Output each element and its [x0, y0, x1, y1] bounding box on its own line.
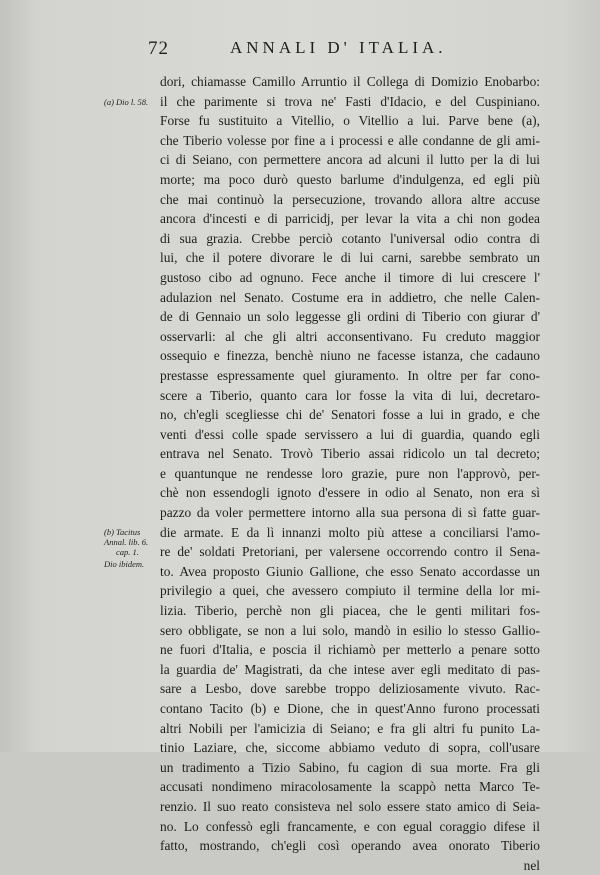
margin-notes: [0, 0, 160, 752]
margin-note-a: (a) Dio l. 58.: [104, 97, 149, 107]
text-line: scere a Tiberio, quanto cara lor fosse la vita di lui, decretaro-: [160, 387, 540, 403]
text-line: la guardia de' Magistrati, da che intese aver egli meditato di pas-: [160, 661, 540, 677]
text-line: to. Avea proposto Giunio Gallione, che esso Senato accordasse un: [160, 563, 540, 579]
text-line: morte; ma poco durò questo barlume d'indulgenza, ed egli più: [160, 171, 540, 187]
text-line: privilegio a quei, che avessero compiuto il termine della lor mi-: [160, 583, 540, 599]
margin-note-b-line1: (b) Tacitus: [104, 527, 141, 537]
margin-note-b-line2: Annal. lib. 6.: [104, 537, 149, 547]
text-line: de di Gennaio un solo leggesse gli ordini di Tiberio con giurar d': [160, 309, 540, 325]
text-line: prestasse espressamente quel giuramento. In oltre per far cono-: [160, 367, 540, 383]
running-title: ANNALI D' ITALIA.: [230, 38, 447, 57]
text-line: sero obbligate, se non a lui solo, mandò in esilio lo stesso Gallio-: [160, 622, 540, 638]
text-line: che Tiberio volesse por fine a i processi e alle condanne de gli ami-: [160, 132, 540, 148]
text-line: no, ch'egli scegliesse chi de' Senatori fosse a lui in grado, e che: [160, 407, 540, 423]
text-line: die armate. E da lì innanzi molto più attese a conciliarsi l'amo-: [160, 524, 540, 540]
text-line: e quantunque ne rendesse loro grazie, pure non l'approvò, per-: [160, 465, 540, 481]
text-line: entrava nel Senato. Trovò Tiberio assai ridicolo un tal decreto;: [160, 446, 540, 462]
text-line: re de' soldati Pretoriani, per valersene occorrendo contro il Sena-: [160, 544, 540, 560]
text-line: osservarli: al che gli altri acconsentivano. Fu creduto maggior: [160, 328, 540, 344]
text-line: un tradimento a Tizio Sabino, fu cagion di sua morte. Fra gli: [160, 759, 540, 775]
text-line: ci di Seiano, con permettere ancora ad alcuni il lutto per la di lui: [160, 152, 540, 168]
text-line: il che parimente si trova ne' Fasti d'Idacio, e del Cuspiniano.: [160, 93, 540, 109]
body-text: [160, 72, 540, 875]
text-line: sare a Lesbo, dove sarebbe troppo deliziosamente vivuto. Rac-: [160, 681, 540, 697]
text-line: accusati nondimeno miracolosamente la scappò netta Marco Te-: [160, 779, 540, 795]
text-line: contano Tacito (b) e Dione, che in quest'Anno furono processati: [160, 701, 540, 716]
text-line: di sua grazia. Crebbe perciò cotanto l'universal odio contra di: [160, 230, 540, 246]
margin-note-b-line3: cap. 1.: [116, 547, 139, 557]
text-line: lizia. Tiberio, perchè non gli piacea, che le genti militari fos-: [160, 603, 540, 619]
text-line: venti d'essi colle spade servissero a lui di guardia, quando egli: [160, 426, 540, 442]
margin-note-b-line4: Dio ibidem.: [104, 559, 145, 569]
text-line: gustoso cibo ad ognuno. Fece anche il timore di lui crescere l': [160, 269, 540, 285]
text-line: Forse fu sustituito a Vitellio, o Vitellio a lui. Parve bene (a),: [160, 113, 540, 129]
catchword: nel: [523, 857, 540, 873]
text-line: altri Nobili per l'amicizia di Seiano; e fra gli altri fu punito La-: [160, 720, 540, 736]
text-line: dori, chiamasse Camillo Arruntio il Collega di Domizio Enobarbo:: [160, 74, 540, 89]
text-line: ossequio e finezza, benchè niuno ne facesse istanza, che cadauno: [160, 348, 540, 364]
text-line: chè non essendogli ignoto d'essere in odio al Senato, non era sì: [160, 485, 540, 501]
text-line: no. Lo confessò egli francamente, e con egual coraggio difese il: [160, 818, 540, 834]
text-line: pazzo da voler permettere intorno alla sua persona di sì fatte guar-: [160, 505, 540, 521]
text-line: ancora d'incesti e di parricidj, per levar la vita a chi non godea: [160, 211, 540, 227]
text-line: che mai continuò la persecuzione, trovando allora altre accuse: [160, 191, 540, 207]
text-line: lui, che il potere divorare le di lui carni, sarebbe sembrato un: [160, 250, 540, 266]
text-line: renzio. Il suo reato consisteva nel solo essere stato amico di Seia-: [160, 798, 540, 814]
page-number: 72: [148, 38, 169, 59]
text-line: adulazion nel Senato. Costume era in addietro, che nelle Calen-: [160, 289, 540, 305]
text-line: ne fuori d'Italia, e poscia il richiamò per metterlo a penare sotto: [160, 642, 540, 658]
text-line: tinio Laziare, che, siccome abbiamo veduto di sopra, coll'usare: [160, 740, 540, 756]
text-line: fatto, mostrando, ch'egli così operando avea onorato Tiberio: [160, 838, 540, 854]
